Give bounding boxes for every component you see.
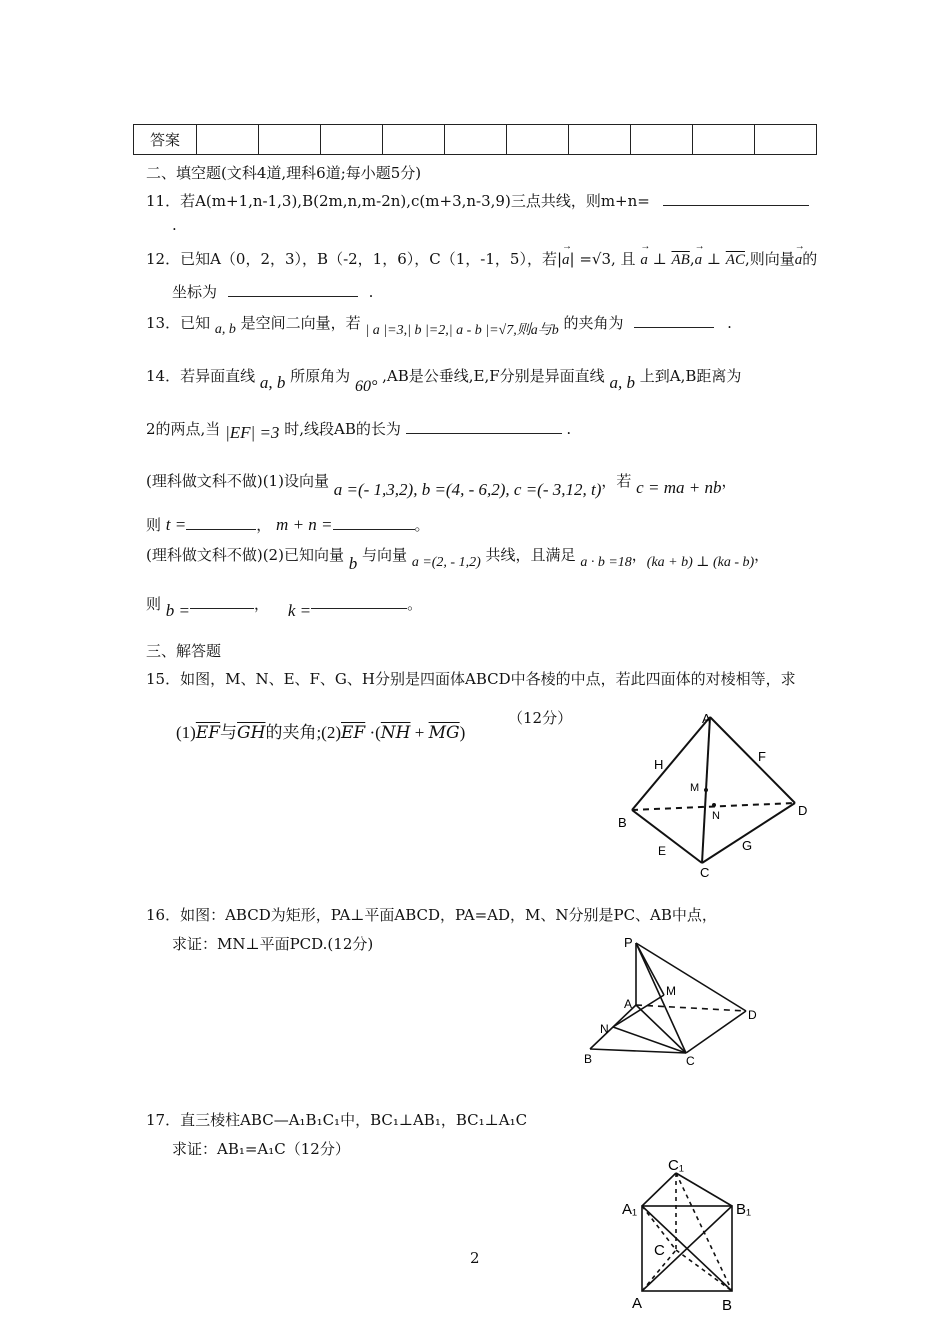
q11-text: 11．若A(m+1,n-1,3),B(2m,n,m-2n),c(m+3,n-3,9)三点共线，则m+n= xyxy=(146,192,650,210)
extra2-perp-condition: (ka + b) ⊥ (ka - b) xyxy=(646,555,755,570)
q15-text: 的夹角;(2) xyxy=(265,723,341,742)
answer-cell[interactable] xyxy=(383,125,445,155)
q12-perp: ⊥ xyxy=(706,250,721,268)
q16-line2: 求证：MN⊥平面PCD.(12分) xyxy=(172,935,374,953)
q12-answer-blank[interactable] xyxy=(228,296,358,297)
extra1-t-blank[interactable] xyxy=(186,529,256,530)
q15-line1: 15．如图，M、N、E、F、G、H分别是四面体ABCD中各棱的中点，若此四面体的对棱相等，求 xyxy=(146,670,796,688)
answer-cell[interactable] xyxy=(445,125,507,155)
q15-vector-gh: $\overline{GH}$ xyxy=(237,723,266,743)
q17-label-a1: A₁ xyxy=(622,1201,638,1218)
q17-line2: 求证：AB₁=A₁C（12分） xyxy=(172,1140,350,1158)
question-12: 12．已知A（0，2，3），B（-2，1，6），C（1，-1，5），若|→ a| =√3, 且 → a ⊥ $\overline{AB},\to a$ ⊥ $\overline{AC}$,则向量→ a的 xyxy=(146,248,817,269)
extra1-text: 。 xyxy=(414,516,430,534)
q12-line2 xyxy=(172,281,373,302)
extra2-text: ， xyxy=(631,546,647,564)
answer-label: 答案 xyxy=(134,125,197,155)
q15-part: (1) xyxy=(176,723,196,742)
answer-cell[interactable] xyxy=(569,125,631,155)
q14-line2 xyxy=(146,418,572,442)
q16-line1: 16．如图：ABCD为矩形，PA⊥平面ABCD，PA=AD，M、N分别是PC、AB中点， xyxy=(146,906,717,924)
q12-condition: | =√3, 且 xyxy=(569,250,636,268)
q12-label: 坐标为 xyxy=(172,283,218,301)
q17-prism-figure xyxy=(620,1150,770,1315)
q14-vars: a, b xyxy=(259,373,286,392)
q14-text: 14．若异面直线 xyxy=(146,367,256,385)
q15-label-g: G xyxy=(742,838,753,853)
q15-label-h: H xyxy=(654,757,664,772)
q16-label-m: M xyxy=(666,984,676,998)
q12-vector-ab: $\overline{AB}$ xyxy=(671,252,690,268)
q16-label-c: C xyxy=(686,1054,695,1068)
answer-cell[interactable] xyxy=(693,125,755,155)
question-14 xyxy=(146,365,742,395)
q12-vector-ac: $\overline{AC}$ xyxy=(725,252,745,268)
extra2-text: 则 xyxy=(146,595,162,613)
section2-heading: 二、填空题(文科4道,理科6道;每小题5分) xyxy=(146,164,422,182)
q17-label-c: C xyxy=(654,1242,665,1259)
answer-cell[interactable] xyxy=(197,125,259,155)
q12-vector-a: → a xyxy=(695,252,703,269)
q14-text: ,AB是公垂线,E,F分别是异面直线 xyxy=(382,367,605,385)
extra1-line2 xyxy=(146,514,430,535)
extra2-text: (理科做文科不做)(2)已知向量 xyxy=(146,546,344,564)
extra1-mn: m + n = xyxy=(276,515,333,534)
q14-text: 所原角为 xyxy=(290,367,351,385)
q11-answer-blank[interactable] xyxy=(663,205,809,206)
q17-label-a: A xyxy=(632,1295,643,1312)
q11-dot: . xyxy=(172,216,177,234)
q12-perp: ⊥ xyxy=(652,250,667,268)
answer-cell[interactable] xyxy=(259,125,321,155)
extra1-vectors: a =(- 1,3,2), b =(4, - 6,2), c =(- 3,12, t) xyxy=(333,480,602,499)
q12-dot: . xyxy=(368,283,374,301)
extra2-k-blank[interactable] xyxy=(311,608,407,609)
q15-text: + xyxy=(410,723,429,742)
q13-vars: a, b xyxy=(214,322,236,337)
q14-text: 时,线段AB的长为 xyxy=(284,420,401,438)
q15-vector-ef: $\overline{EF}$ xyxy=(195,723,221,743)
extra1-mn-blank[interactable] xyxy=(333,529,415,530)
extra1-text: 则 xyxy=(146,516,162,534)
q15-formula xyxy=(176,718,465,743)
q17-label-b1: B₁ xyxy=(736,1201,752,1218)
q15-vector-nh: $\overline{NH}$ xyxy=(380,723,411,743)
extra2-line2 xyxy=(146,593,423,620)
extra1-condition: c = ma + nb xyxy=(636,478,722,497)
q12-vector-a: → a xyxy=(562,252,570,269)
q16-label-b: B xyxy=(584,1052,593,1066)
answer-cell[interactable] xyxy=(507,125,569,155)
q14-dot: . xyxy=(566,420,572,438)
q16-pyramid-figure xyxy=(578,935,778,1070)
section3-heading: 三、解答题 xyxy=(146,642,222,660)
extra1-text: ， xyxy=(721,472,737,490)
extra2-text: 共线，且满足 xyxy=(485,546,576,564)
extra2-b-blank[interactable] xyxy=(190,608,254,609)
q12-vector-a: → a xyxy=(795,252,803,269)
q15-text: ·( xyxy=(365,723,381,742)
q13-text: 的夹角为 xyxy=(563,314,624,332)
extra1-text: ， xyxy=(256,516,272,534)
question-extra-1 xyxy=(146,470,737,499)
q13-answer-blank[interactable] xyxy=(634,327,714,328)
extra1-text: (理科做文科不做)(1)设向量 xyxy=(146,472,329,490)
q14-answer-blank[interactable] xyxy=(406,433,562,434)
q12-text: 的 xyxy=(802,250,818,268)
q14-text: 2的两点,当 xyxy=(146,420,221,438)
q16-label-p: P xyxy=(624,935,633,950)
extra2-k-eq: k = xyxy=(287,601,312,620)
q13-condition: | a |=3,| b |=2,| a - b |=√7,则a与b xyxy=(365,323,559,338)
q13-text: 是空间二向量，若 xyxy=(240,314,361,332)
question-13 xyxy=(146,312,732,338)
q12-text: 12．已知A（0，2，3），B（-2，1，6），C（1，-1，5），若| xyxy=(146,250,563,268)
question-extra-2 xyxy=(146,544,770,573)
q17-label-c1: C₁ xyxy=(668,1157,684,1174)
q15-text: 与 xyxy=(220,723,238,742)
q16-label-n: N xyxy=(600,1022,609,1036)
q16-label-a: A xyxy=(624,997,633,1011)
extra2-text: 与向量 xyxy=(362,546,408,564)
q13-dot: . xyxy=(727,314,732,332)
extra2-text: 。 xyxy=(407,595,423,613)
answer-cell[interactable] xyxy=(631,125,693,155)
q14-text: 上到A,B距离为 xyxy=(639,367,742,385)
q15-text: ) xyxy=(459,723,466,742)
q17-line1: 17．直三棱柱ABC—A₁B₁C₁中，BC₁⊥AB₁，BC₁⊥A₁C xyxy=(146,1111,528,1129)
q15-label-e: E xyxy=(658,844,667,858)
extra1-t: t = xyxy=(165,515,187,534)
q15-label-m: M xyxy=(690,782,700,794)
q12-vector-a: → a xyxy=(640,252,648,269)
extra2-b-eq: b = xyxy=(165,601,191,620)
q15-label-a: A xyxy=(702,711,711,726)
answer-table xyxy=(133,124,817,155)
q15-vector-ef: $\overline{EF}$ xyxy=(341,723,366,743)
q15-vector-mg: $\overline{MG}$ xyxy=(428,723,460,743)
q15-score: （12分） xyxy=(508,709,573,727)
extra2-text: ， xyxy=(254,595,270,613)
q13-text: 13．已知 xyxy=(146,314,211,332)
extra2-b: b xyxy=(348,554,358,573)
q15-tetrahedron-figure xyxy=(610,705,820,880)
answer-cell[interactable] xyxy=(755,125,817,155)
q12-text: ,则向量 xyxy=(744,250,795,268)
q15-label-d: D xyxy=(798,803,808,818)
q17-label-b: B xyxy=(722,1297,733,1314)
extra1-text: ，若 xyxy=(601,472,632,490)
q15-label-b: B xyxy=(618,815,627,830)
q14-vars: a, b xyxy=(609,373,635,392)
q14-angle: 60° xyxy=(354,378,378,395)
extra2-a-vector: a =(2, - 1,2) xyxy=(411,555,481,570)
q15-label-f: F xyxy=(758,749,766,764)
q14-ef: |EF| =3 xyxy=(225,423,280,442)
question-11 xyxy=(146,190,809,211)
page-number: 2 xyxy=(470,1249,480,1267)
q15-label-c: C xyxy=(700,865,710,880)
q15-label-n: N xyxy=(712,810,720,822)
extra2-dot-condition: a · b =18 xyxy=(580,555,632,570)
extra2-text: ， xyxy=(754,546,770,564)
answer-cell[interactable] xyxy=(321,125,383,155)
q16-label-d: D xyxy=(748,1008,757,1022)
